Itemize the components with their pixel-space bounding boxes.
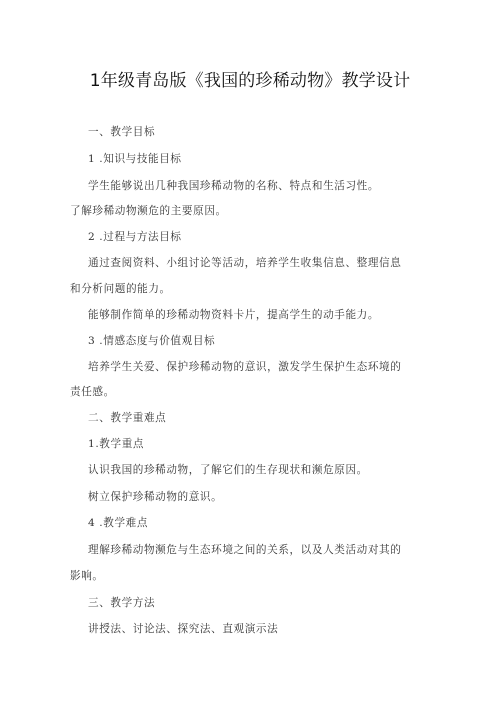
paragraph-goal2-1-line1: 通过查阅资料、小组讨论等活动，培养学生收集信息、整理信息 [88,257,402,269]
subheading-knowledge-skills: 1 .知识与技能目标 [88,153,182,165]
paragraph-focus-2: 树立保护珍稀动物的意识。 [88,491,223,503]
paragraph-difficulty-line1: 理解珍稀动物濒危与生态环境之间的关系，以及人类活动对其的 [88,544,402,556]
subheading-teaching-focus: 1.教学重点 [88,438,145,450]
subheading-teaching-difficulty: 4 .教学难点 [88,517,149,529]
paragraph-goal1-2: 了解珍稀动物濒危的主要原因。 [70,205,227,217]
subheading-process-methods: 2 .过程与方法目标 [88,231,182,243]
section-heading-key-points: 二、教学重难点 [88,412,167,424]
paragraph-goal3-1-line1: 培养学生关爱、保护珍稀动物的意识，激发学生保护生态环境的 [88,361,402,373]
subheading-attitudes-values: 3 .情感态度与价值观目标 [88,335,216,347]
section-heading-goals: 一、教学目标 [88,126,156,138]
paragraph-focus-1: 认识我国的珍稀动物，了解它们的生存现状和濒危原因。 [88,464,368,476]
document-title: 1年级青岛版《我国的珍稀动物》教学设计 [89,71,411,91]
paragraph-difficulty-line2: 影响。 [70,570,104,582]
section-heading-methods: 三、教学方法 [88,597,156,609]
paragraph-goal2-1-line2: 和分析问题的能力。 [70,283,171,295]
paragraph-goal2-2: 能够制作简单的珍稀动物资料卡片，提高学生的动手能力。 [88,309,380,321]
paragraph-methods: 讲授法、讨论法、探究法、直观演示法 [88,623,279,635]
paragraph-goal3-1-line2: 责任感。 [70,386,115,398]
paragraph-goal1-1: 学生能够说出几种我国珍稀动物的名称、特点和生活习性。 [88,180,380,192]
